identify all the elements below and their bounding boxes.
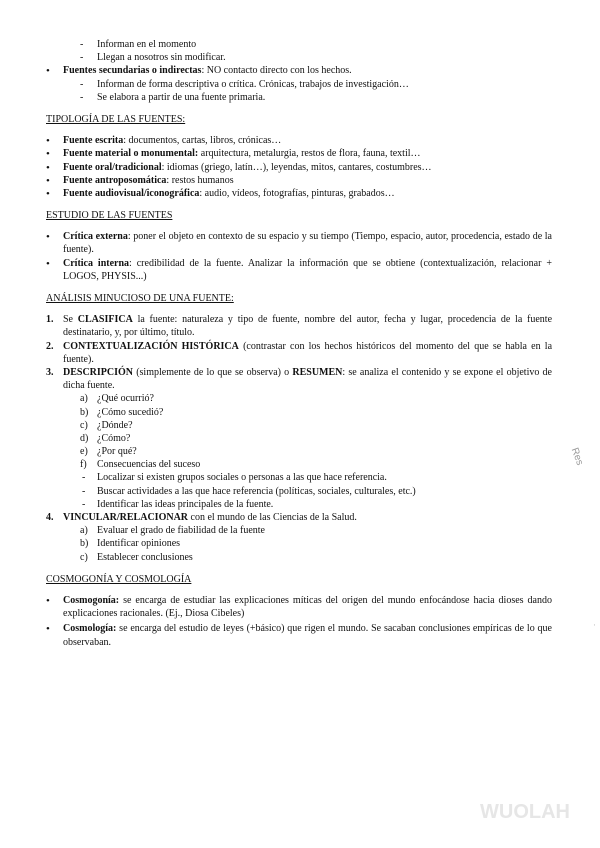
wuolah-logo: WUOLAH	[480, 800, 570, 823]
bullet-item: • Cosmología: se encarga del estudio de leyes (+básico) que rigen el mundo. Se sacaban conclusiones empíricas de lo que observaban.	[0, 622, 600, 648]
list-item: - Informan en el momento	[0, 38, 600, 51]
sub-item: a) Evaluar el grado de fiabilidad de la fuente	[80, 525, 265, 537]
sub-item: d) ¿Cómo?	[80, 432, 131, 444]
section-heading-analisis: ANÁLISIS MINUCIOSO DE UNA FUENTE:	[46, 293, 234, 304]
bullet-item: • Fuente audiovisual/iconográfica: audio, vídeos, fotografías, pinturas, grabados…	[0, 187, 600, 200]
bullet-item: • Crítica interna: credibilidad de la fuente. Analizar la información que se obtiene (contextualización, relacionar + LOGOS, PHYSIS...)	[0, 257, 600, 283]
list-item: - Informan de forma descriptiva o crítica. Crónicas, trabajos de investigación…	[0, 78, 600, 91]
numbered-item: 1. Se CLASIFICA la fuente: naturaleza y tipo de fuente, nombre del autor, fecha y lugar, procedencia de la fuente destinatario, y, por último, título.	[46, 314, 553, 339]
margin-dot: ·	[593, 620, 596, 630]
sub-dash-item: - Localizar si existen grupos sociales o personas a las que hace referencia.	[0, 471, 600, 484]
sub-item: e) ¿Por qué?	[80, 446, 137, 458]
bullet-item: • Crítica externa: poner el objeto en contexto de su espacio y su tiempo (Tiempo, espacio, autor, procedencia, estado de la fuente).	[0, 230, 600, 256]
document-page	[0, 38, 600, 649]
numbered-item: 4. VINCULAR/RELACIONAR con el mundo de las Ciencias de la Salud.	[46, 512, 357, 523]
bullet-item: • Cosmogonía: se encarga de estudiar las explicaciones míticas del origen del mundo enfocándose hacia dioses dando explicaciones racionales. (Ej., Diosa Cibeles)	[0, 594, 600, 620]
sub-dash-item: - Identificar las ideas principales de la fuente.	[0, 498, 600, 511]
side-watermark-text: Res	[568, 446, 586, 467]
sub-item: b) Identificar opiniones	[80, 538, 181, 550]
list-item: - Llegan a nosotros sin modificar.	[0, 51, 600, 64]
bullet-item: • Fuente material o monumental: arquitectura, metalurgia, restos de flora, fauna, textil…	[0, 147, 600, 160]
section-heading-tipologia: TIPOLOGÍA DE LAS FUENTES:	[46, 113, 186, 125]
sub-item: f) Consecuencias del suceso	[80, 459, 201, 471]
sub-item: c) Establecer conclusiones	[80, 551, 193, 563]
bullet-item: • Fuente oral/tradicional: idiomas (griego, latín…), leyendas, mitos, cantares, costumbres…	[0, 161, 600, 174]
bullet-item: • Fuente antroposomática: restos humanos	[0, 174, 600, 187]
sub-item: a) ¿Qué ocurrió?	[80, 393, 154, 405]
list-item: - Se elabora a partir de una fuente primaria.	[0, 91, 600, 104]
section-heading-estudio: ESTUDIO DE LAS FUENTES	[46, 210, 173, 222]
sub-item: c) ¿Dónde?	[80, 419, 133, 431]
bullet-item: • Fuentes secundarias o indirectas: NO contacto directo con los hechos.	[0, 64, 600, 77]
numbered-item: 2. CONTEXTUALIZACIÓN HISTÓRICA (contrastar con los hechos históricos del momento del que se habla en la fuente).	[46, 340, 553, 365]
bullet-item: • Fuente escrita: documentos, cartas, libros, crónicas…	[0, 134, 600, 147]
section-heading-cosmo: COSMOGONÍA Y COSMOLOGÍA	[46, 573, 192, 585]
numbered-item: 3. DESCRIPCIÓN (simplemente de lo que se observa) o RESUMEN: se analiza el contenido y se expone el objetivo de dicha fuente.	[46, 366, 552, 392]
sub-dash-item: - Buscar actividades a las que hace referencia (políticas, sociales, culturales, etc.)	[0, 485, 600, 498]
sub-item: b) ¿Cómo sucedió?	[80, 406, 164, 418]
